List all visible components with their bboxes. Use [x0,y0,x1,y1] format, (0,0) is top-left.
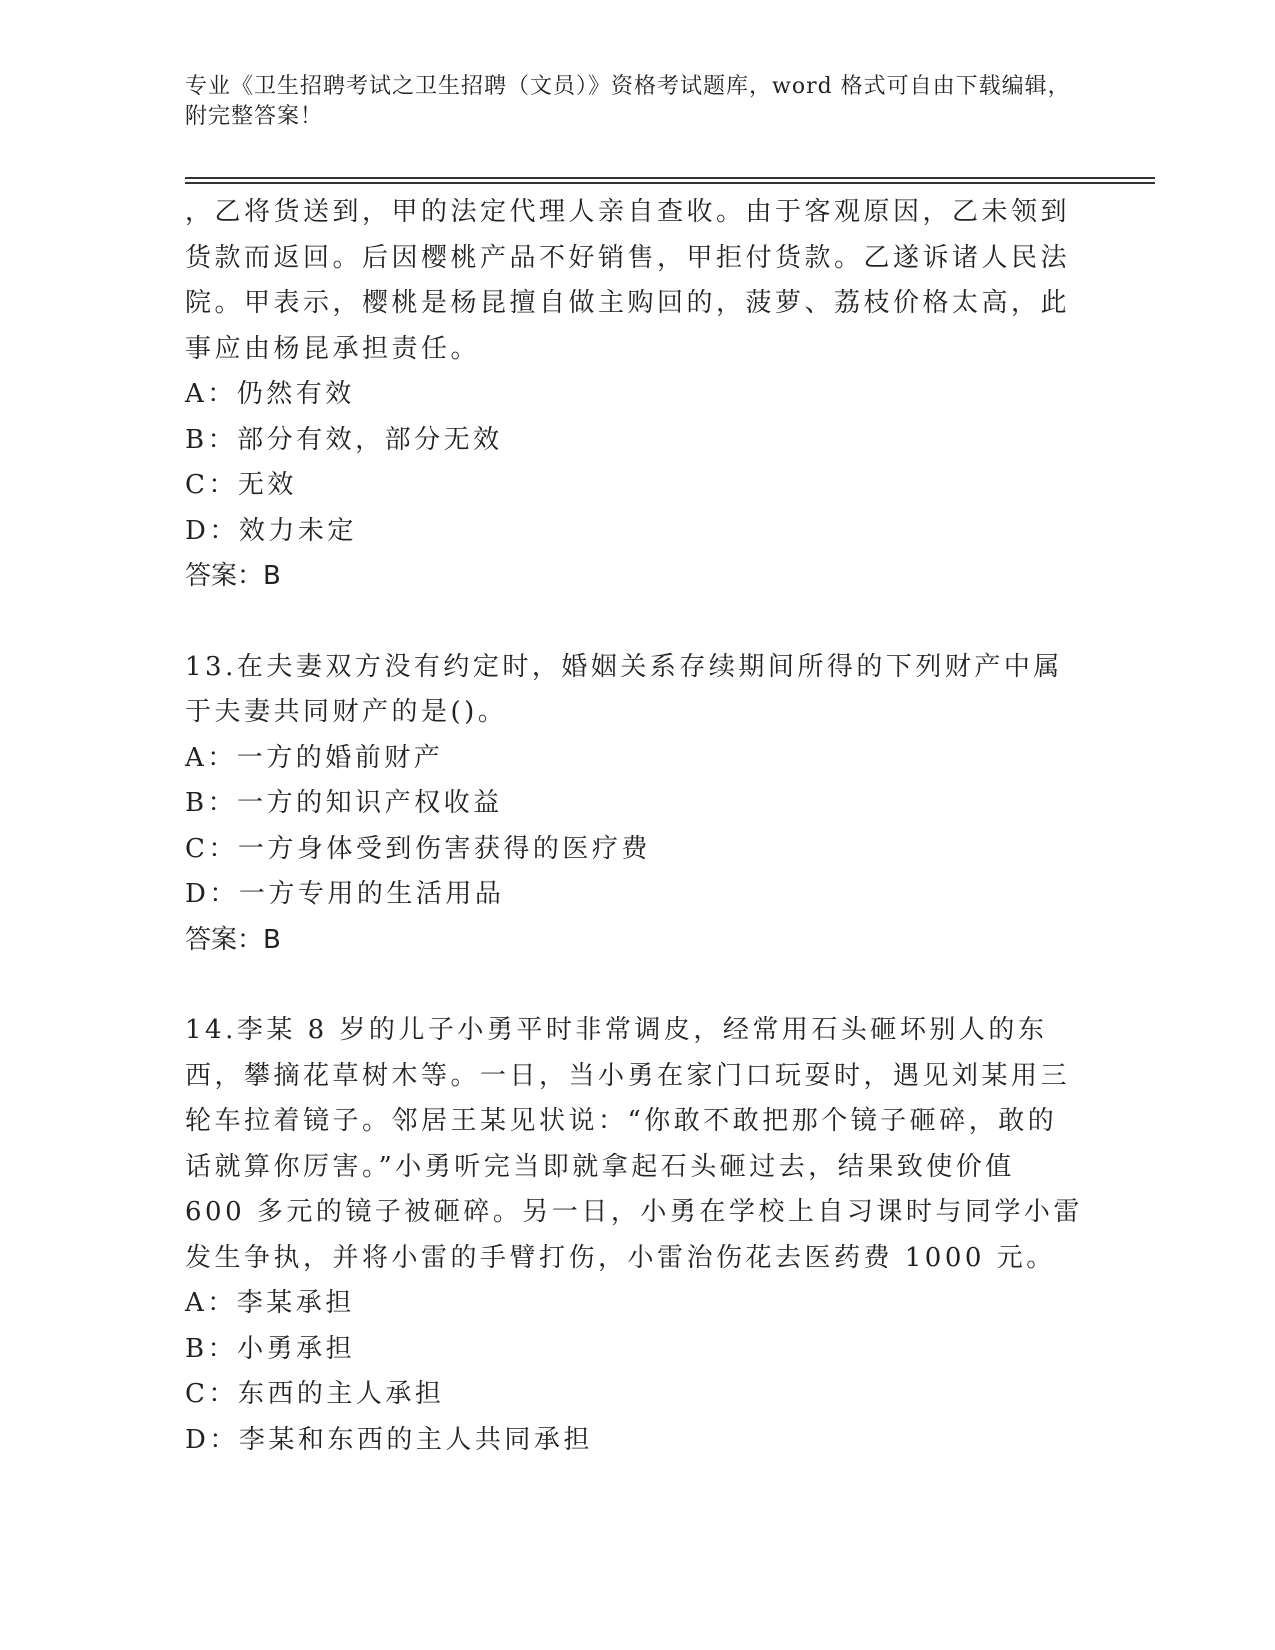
answer-line: 答案：B [185,561,281,591]
document-body [185,190,1085,1463]
option-b: B：一方的知识产权收益 [185,788,503,818]
question-stem: 14.李某 8 岁的儿子小勇平时非常调皮，经常用石头砸坏别人的东西，攀摘花草树木等。一日，当小勇在家门口玩耍时，遇见刘某用三轮车拉着镜子。邻居王某见状说：“你敢不敢把那个镜子砸碎，敢的话就算你厉害。”小勇听完当即就拿起石头砸过去，结果致使价值 600 多元的镜子被砸碎。另一日，小勇在学校上自习课时与同学小雷发生争执，并将小雷的手臂打伤，小雷治伤花去医药费 1000 元。 [185,1015,1083,1273]
document-header: 专业《卫生招聘考试之卫生招聘（文员）》资格考试题库，word 格式可自由下载编辑，附完整答案！ [185,74,1071,129]
option-c: C：无效 [185,470,297,500]
answer-line: 答案：B [185,924,281,955]
question-12 [185,190,1085,600]
option-a: A：李某承担 [185,1288,355,1318]
option-a: A：一方的婚前财产 [185,742,444,773]
option-a: A：仍然有效 [185,379,355,409]
option-c: C：东西的主人承担 [185,1379,445,1409]
spacer [185,600,1085,645]
question-stem: 13.在夫妻双方没有约定时，婚姻关系存续期间所得的下列财产中属于夫妻共同财产的是()。 [185,651,1063,727]
option-b: B：部分有效，部分无效 [185,424,503,455]
question-stem: ，乙将货送到，甲的法定代理人亲自查收。由于客观原因，乙未领到货款而返回。后因樱桃产品不好销售，甲拒付货款。乙遂诉诸人民法院。甲表示，樱桃是杨昆擅自做主购回的，菠萝、荔枝价格太高，此事应由杨昆承担责任。 [185,197,1071,364]
option-d: D：李某和东西的主人共同承担 [185,1424,593,1455]
option-c: C：一方身体受到伤害获得的医疗费 [185,833,651,864]
option-b: B：小勇承担 [185,1333,356,1364]
spacer [185,963,1085,1008]
question-13 [185,645,1085,964]
question-14 [185,1008,1085,1463]
option-d: D：一方专用的生活用品 [185,879,505,909]
option-d: D：效力未定 [185,515,357,546]
header-rule-top [185,177,1155,179]
header-rule-bottom [185,182,1155,184]
